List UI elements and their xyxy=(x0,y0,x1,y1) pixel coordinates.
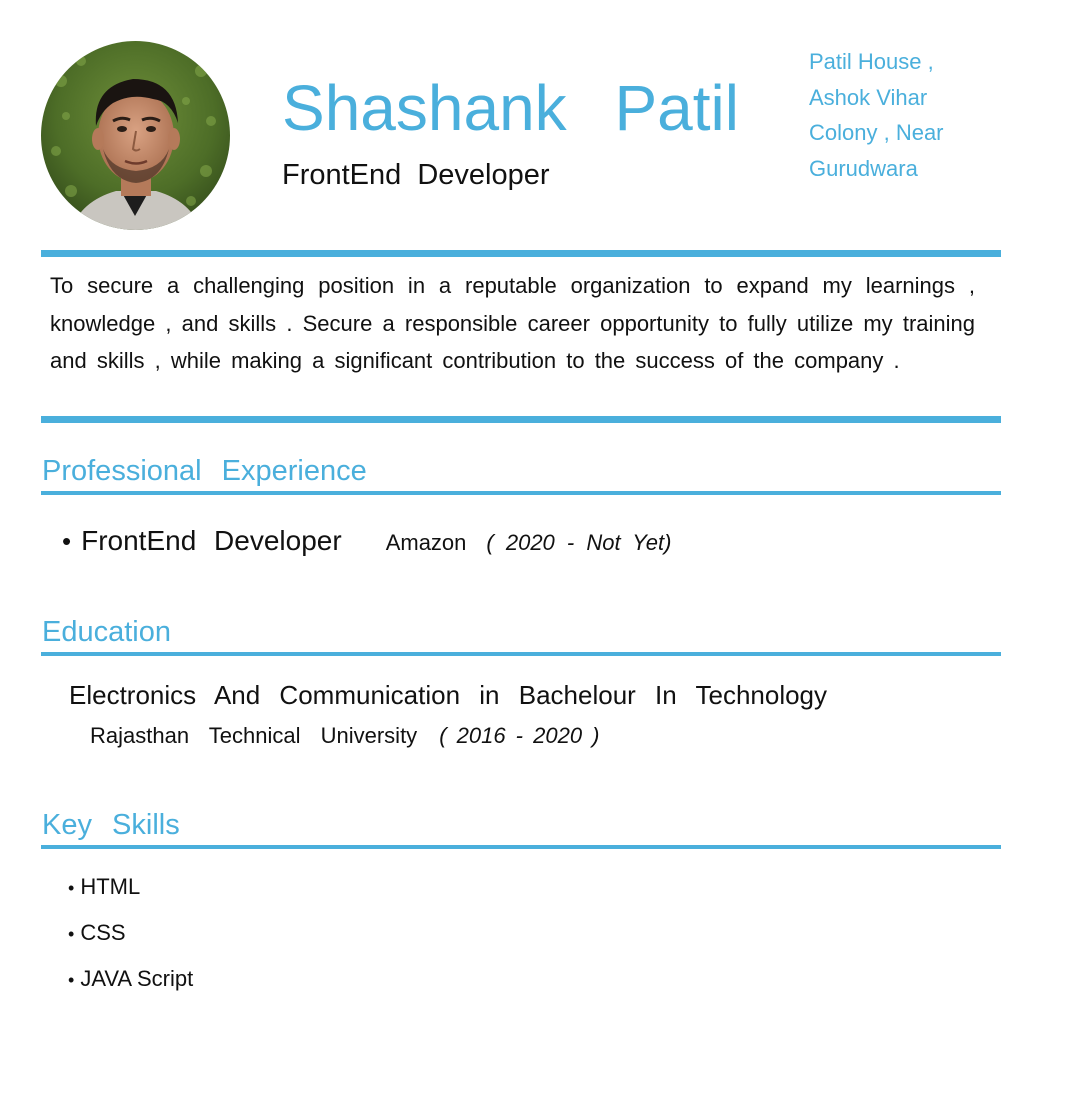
experience-item xyxy=(62,525,671,557)
experience-heading: Professional Experience xyxy=(42,455,367,487)
education-heading: Education xyxy=(42,616,171,648)
education-period: ( 2016 - 2020 ) xyxy=(439,723,600,748)
education-institution-row xyxy=(90,723,600,749)
skill-label: JAVA Script xyxy=(80,966,194,991)
skills-heading: Key Skills xyxy=(42,809,180,841)
candidate-name: Shashank Patil xyxy=(282,72,739,144)
address-line: Patil House , xyxy=(809,49,934,74)
bullet-icon: • xyxy=(62,526,72,556)
objective-top-rule xyxy=(41,250,1001,257)
skill-item xyxy=(68,871,193,917)
education-university: Rajasthan Technical University xyxy=(90,723,418,748)
experience-period: ( 2020 - Not Yet) xyxy=(486,530,672,555)
experience-company: Amazon xyxy=(385,530,467,555)
bullet-icon: • xyxy=(68,970,75,990)
education-degree: Electronics And Communication in Bachelour In Technology xyxy=(69,680,828,710)
skill-item xyxy=(68,963,193,1009)
candidate-role: FrontEnd Developer xyxy=(282,159,550,191)
skills-list xyxy=(68,871,193,1009)
address-block xyxy=(809,44,1009,186)
experience-position: FrontEnd Developer xyxy=(81,525,342,556)
bullet-icon: • xyxy=(68,924,75,944)
address-line: Ashok Vihar xyxy=(809,84,928,110)
experience-rule xyxy=(41,491,1001,495)
skills-rule xyxy=(41,845,1001,849)
profile-photo xyxy=(41,41,230,230)
bullet-icon: • xyxy=(68,878,75,898)
objective-bottom-rule xyxy=(41,416,1001,423)
education-rule xyxy=(41,652,1001,656)
career-objective: To secure a challenging position in a reputable organization to expand my learnings , knowledge , and skills . Secure a responsible career opportunity to fully utilize my training and skills , while making a significant contribution to the success of the company . xyxy=(50,273,975,373)
address-line: Colony , Near xyxy=(809,120,944,145)
skill-label: HTML xyxy=(80,874,141,899)
address-line: Gurudwara xyxy=(809,155,918,181)
skill-item xyxy=(68,917,193,963)
skill-label: CSS xyxy=(80,920,126,945)
